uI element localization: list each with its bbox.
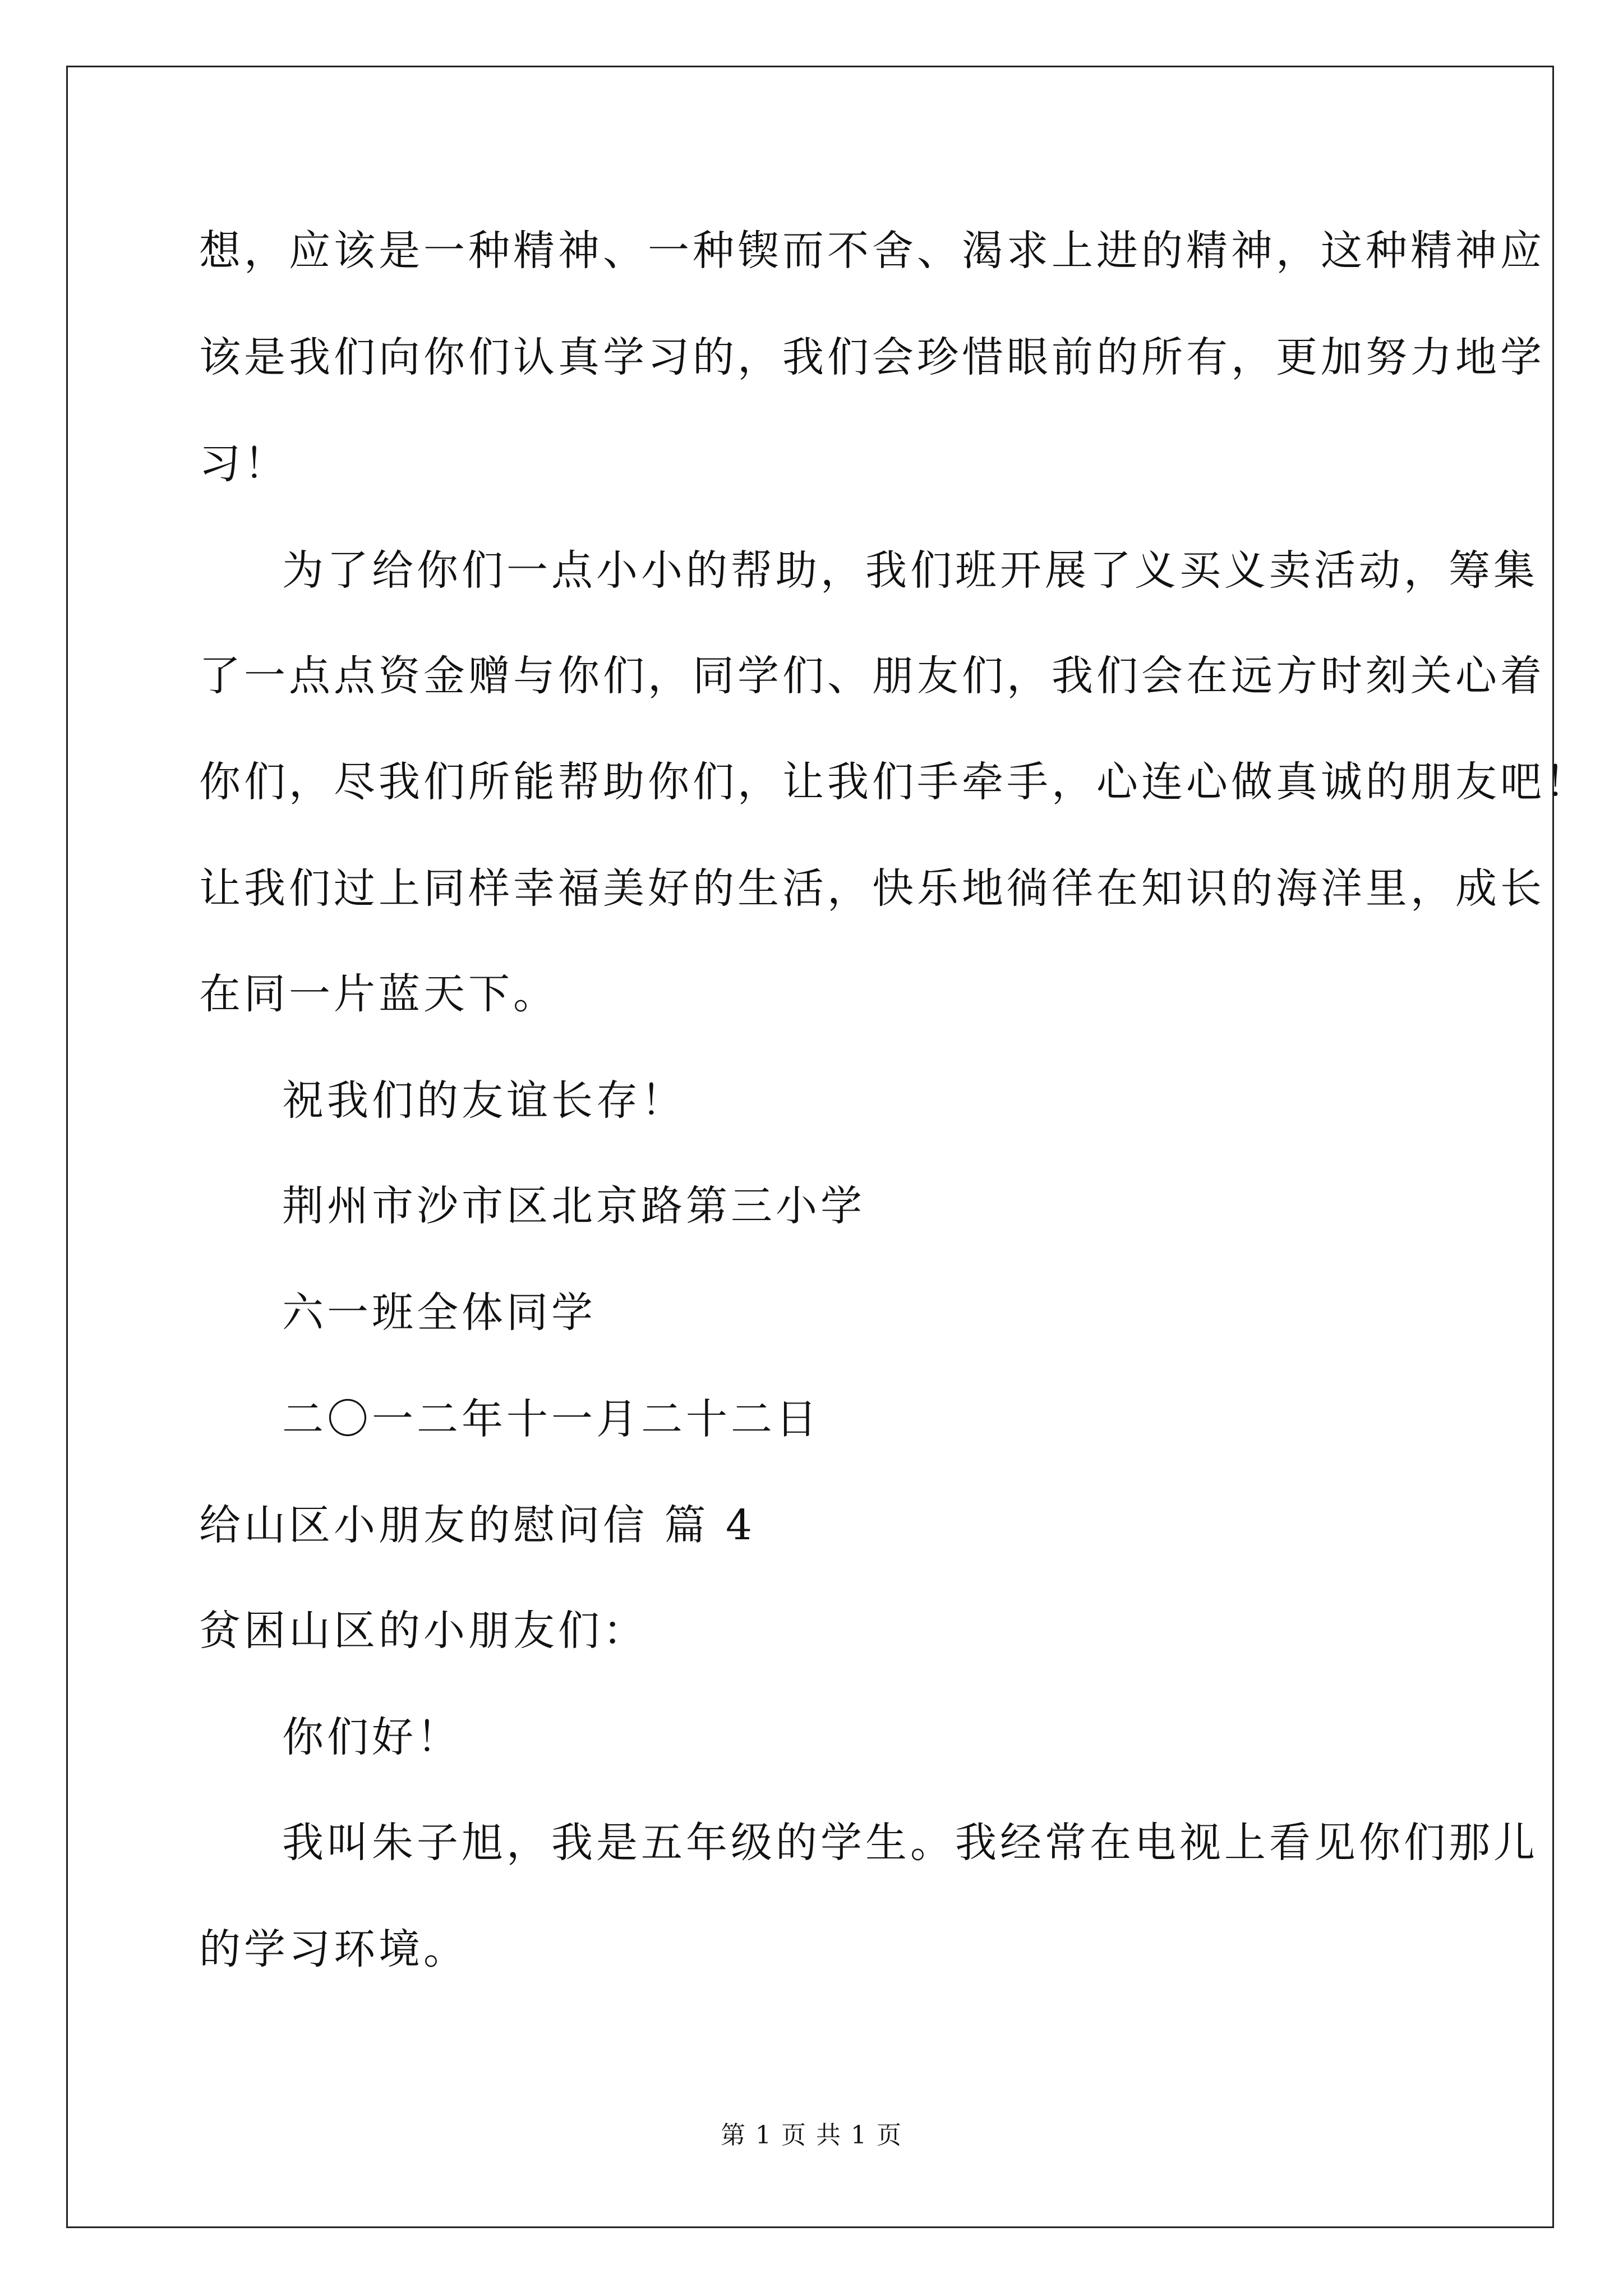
page-border [66,66,1554,2228]
paragraph-line: 我叫朱子旭，我是五年级的学生。我经常在电视上看见你们那儿 [282,1819,1538,1867]
paragraph-line: 该是我们向你们认真学习的，我们会珍惜眼前的所有，更加努力地学 [199,333,1545,381]
page-number-footer: 第 1 页 共 1 页 [721,2121,902,2150]
section-title: 给山区小朋友的慰问信 篇 4 [199,1501,756,1549]
paragraph-line: 让我们过上同样幸福美好的生活，快乐地徜徉在知识的海洋里，成长 [199,864,1545,913]
paragraph-line: 了一点点资金赠与你们，同学们、朋友们，我们会在远方时刻关心着 [199,652,1545,700]
signature-school: 荆州市沙市区北京路第三小学 [282,1182,865,1230]
paragraph-line: 你们，尽我们所能帮助你们，让我们手牵手，心连心做真诚的朋友吧！ [199,758,1590,806]
greeting: 你们好！ [282,1713,462,1761]
paragraph-line: 习！ [199,440,289,488]
closing-line: 祝我们的友谊长存！ [282,1076,686,1125]
paragraph-line: 为了给你们一点小小的帮助，我们班开展了义买义卖活动，筹集 [282,546,1538,595]
paragraph-line: 在同一片蓝天下。 [199,970,558,1018]
salutation: 贫困山区的小朋友们： [199,1607,648,1655]
signature-class: 六一班全体同学 [282,1289,596,1337]
paragraph-line: 的学习环境。 [199,1925,468,1973]
letter-date: 二〇一二年十一月二十二日 [282,1395,820,1443]
paragraph-line: 想，应该是一种精神、一种锲而不舍、渴求上进的精神，这种精神应 [199,227,1545,275]
